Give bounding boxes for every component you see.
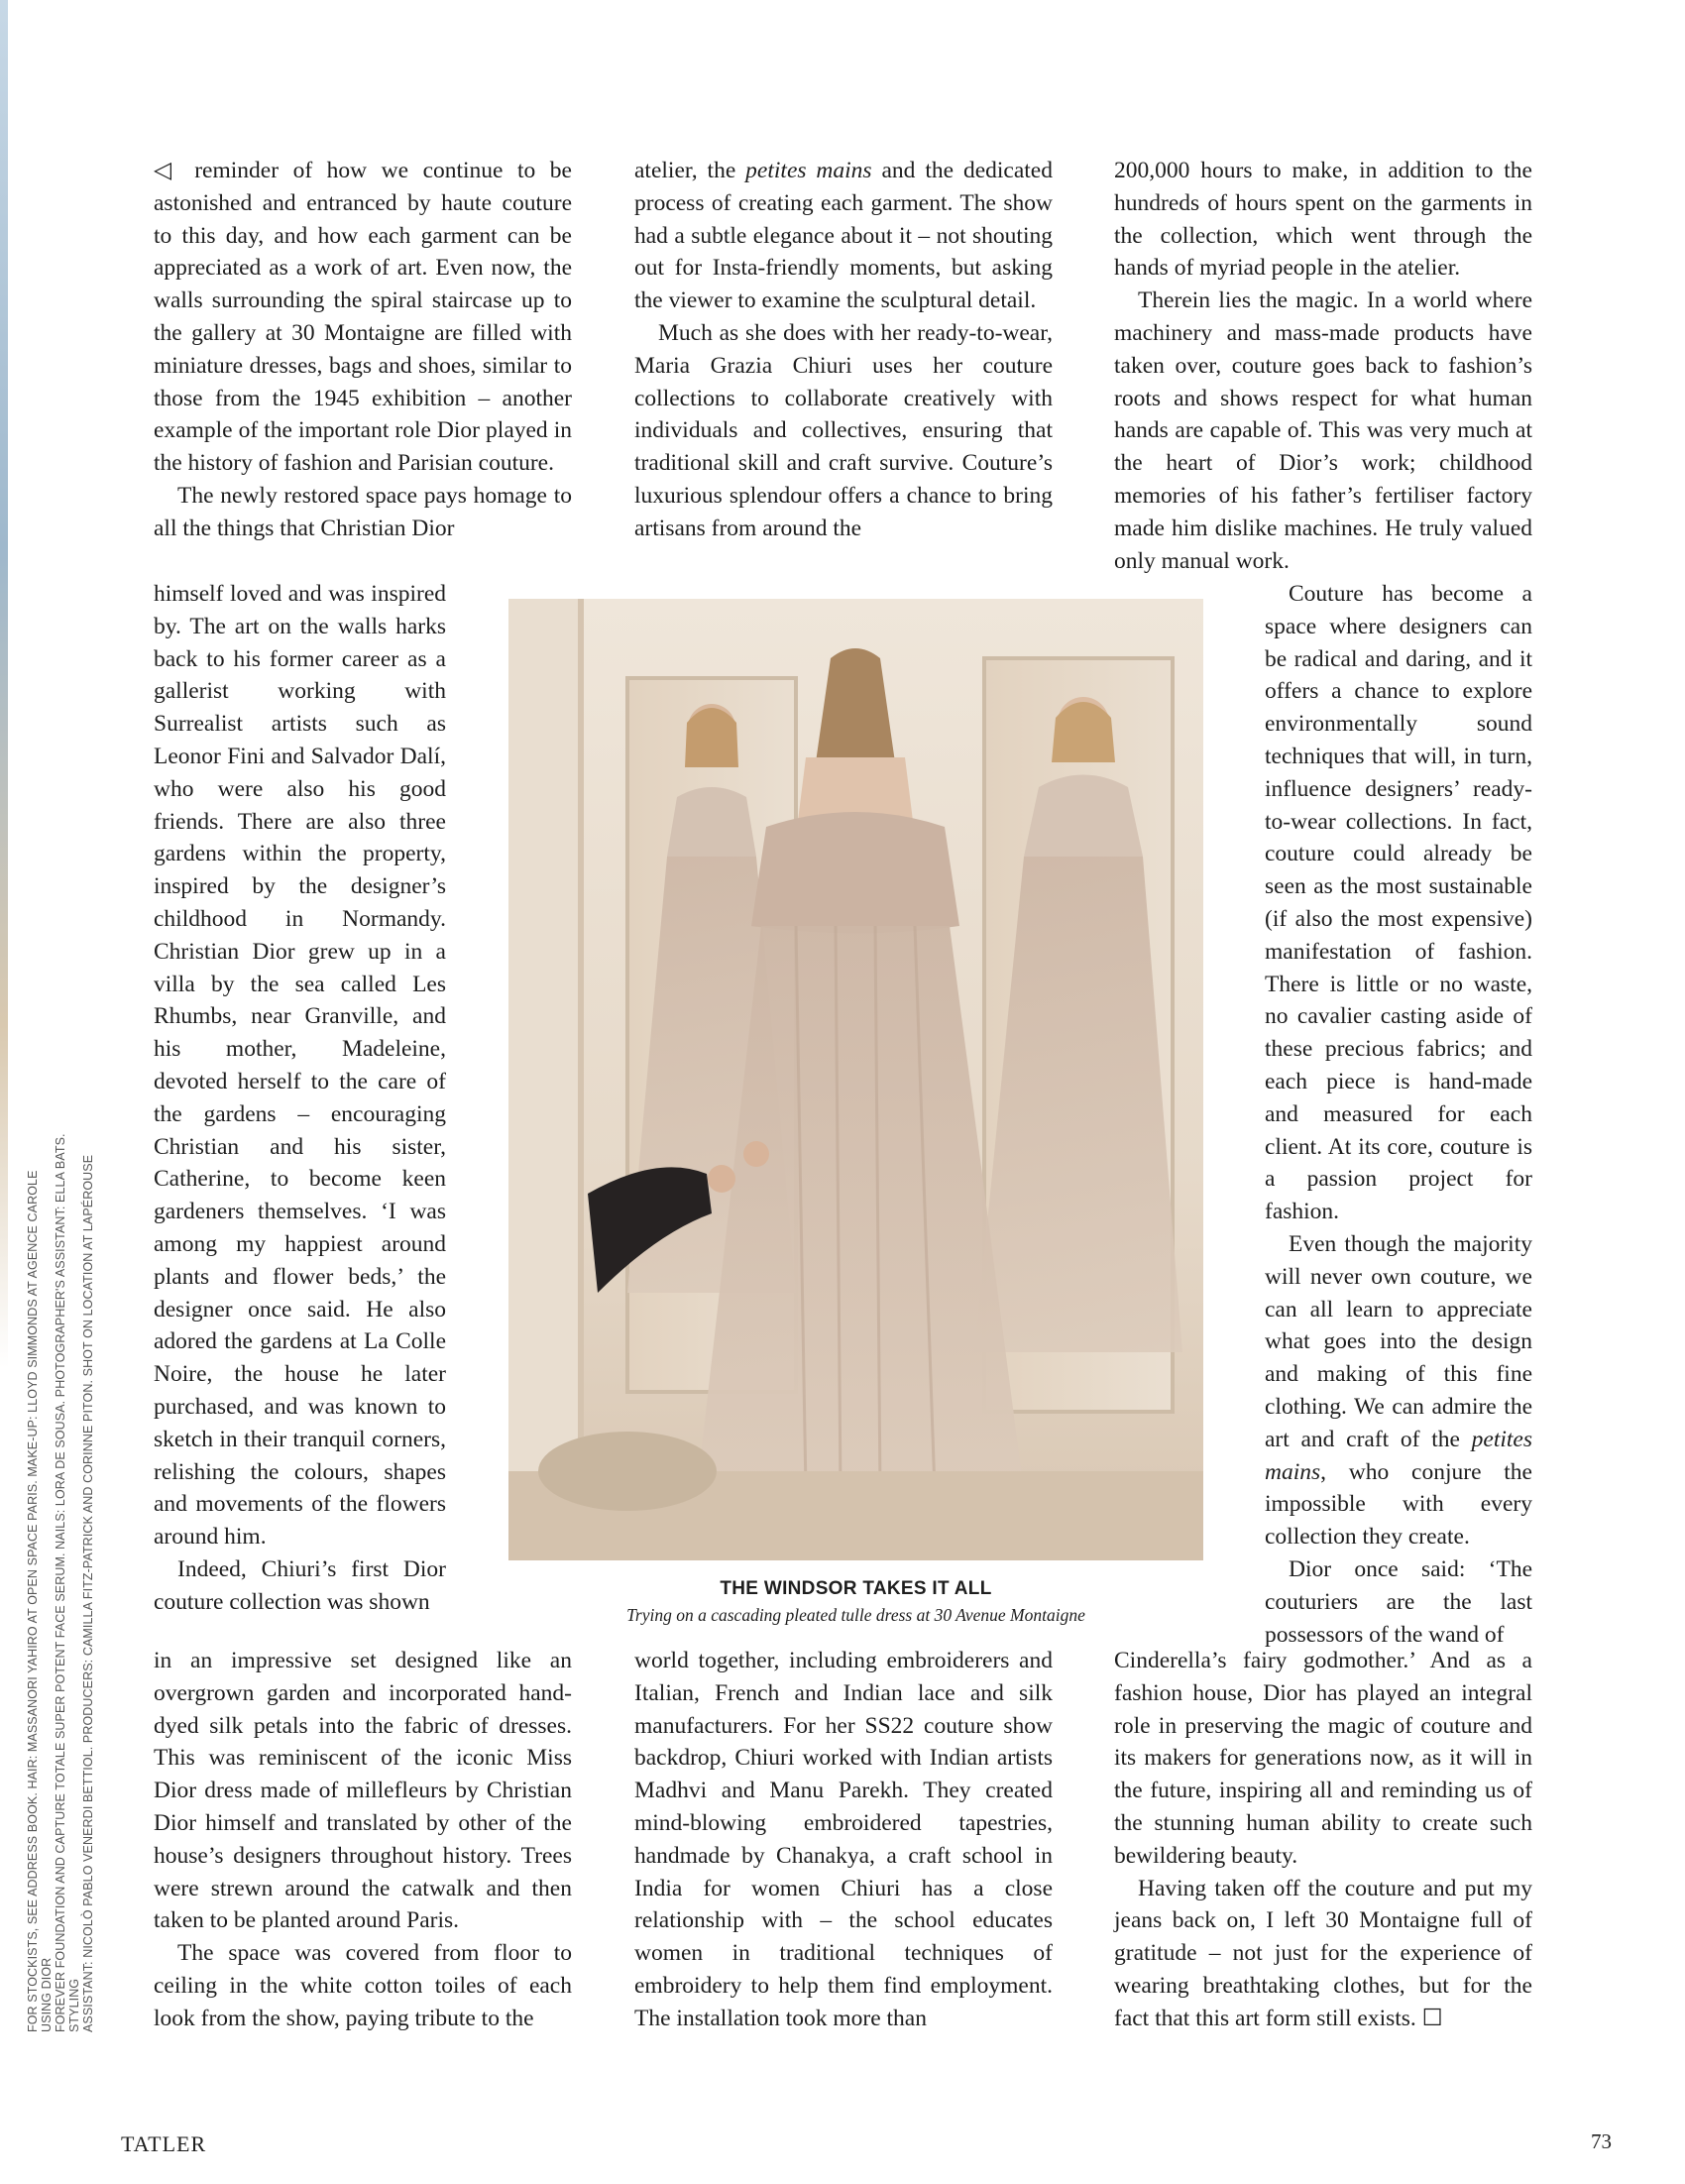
photo-credits bbox=[26, 1130, 95, 2032]
col2-paragraph: Much as she does with her ready-to-wear, Maria Grazia Chiuri uses her couture collections to collaborate creatively with individuals and collectives, ensuring that traditional skill and craft survive. Couture’s luxurious splendour offers a chance to bring artisans from around the bbox=[634, 319, 1053, 541]
col3-paragraph: Even though the majority will never own couture, we can all learn to appreciate what goes into the design and making of this fine clothing. We can admire the art and craft of the petites mains, who conjure the impossible with every collection they create. bbox=[1265, 1230, 1532, 1551]
col3-paragraph: Dior once said: ‘The couturiers are the last possessors of the wand of bbox=[1265, 1555, 1532, 1648]
fitting-photo-illustration bbox=[508, 599, 1203, 1560]
col1-paragraph: ◁ reminder of how we continue to be astonished and entranced by haute couture to this day, and how each garment can be appreciated as a work of art. Even now, the walls surrounding the spiral staircase up to the gallery at 30 Montaigne are filled with miniature dresses, bags and shoes, similar to those from the 1945 exhibition – another example of the important role Dior played in the history of fashion and Parisian couture. bbox=[154, 158, 572, 477]
col3-paragraph: 200,000 hours to make, in addition to the hundreds of hours spent on the garments in the collection, which went through the hands of myriad people in the atelier. bbox=[1114, 158, 1532, 282]
column-2-bottom bbox=[634, 1645, 1053, 2041]
col3-paragraph: Cinderella’s fairy godmother.’ And as a fashion house, Dior has played an integral role in preserving the magic of couture and its makers for generations now, as it will in the future, inspiring all and reminding us of the stunning human ability to create such bewildering beauty. bbox=[1114, 1648, 1532, 1869]
page-edge-strip bbox=[0, 0, 8, 1368]
magazine-name: TATLER bbox=[121, 2131, 207, 2156]
column-3-wrap bbox=[1265, 578, 1532, 1648]
column-1-bottom bbox=[154, 1645, 572, 2041]
column-2-top bbox=[634, 155, 1053, 591]
page-number: 73 bbox=[1591, 2129, 1612, 2153]
col3-paragraph: Having taken off the couture and put my jeans back on, I left 30 Montaigne full of gratitude – not just for the experience of wearing breathtaking clothes, but for the fact that this art form still exists. ☐ bbox=[1114, 1875, 1532, 2031]
credits-line: FOR STOCKISTS, SEE ADDRESS BOOK. HAIR: MASSANORI YAHIRO AT OPEN SPACE PARIS. MAKE-UP: LLOYD SIMMONDS AT AGENCE CAROLE USING DIOR bbox=[26, 1170, 54, 2032]
column-1-wrap bbox=[154, 578, 446, 1623]
col1-paragraph: in an impressive set designed like an overgrown garden and incorporated hand-dyed silk petals into the fabric of dresses. This was reminiscent of the iconic Miss Dior dress made of millefleurs by Christian Dior himself and translated by other of the house’s designers throughout history. Trees were strewn around the catwalk and then taken to be planted around Paris. bbox=[154, 1648, 572, 1934]
column-3-bottom bbox=[1114, 1645, 1532, 2041]
column-1-top bbox=[154, 155, 572, 591]
col3-paragraph: Couture has become a space where designers can be radical and daring, and it offers a chance to explore environmentally sound techniques that will, in turn, influence designers’ ready-to-wear collections. In fact, couture could already be seen as the most sustainable (if also the most expensive) manifestation of fashion. There is little or no waste, no cavalier casting aside of these precious fabrics; and each piece is hand-made and measured for each client. At its core, couture is a passion project for fashion. bbox=[1265, 581, 1532, 1225]
col1-paragraph: The newly restored space pays homage to all the things that Christian Dior bbox=[154, 482, 572, 541]
col2-paragraph: world together, including embroiderers and Italian, French and Indian lace and silk manufacturers. For her SS22 couture show backdrop, Chiuri worked with Indian artists Madhvi and Manu Parekh. They created mind-blowing embroidered tapestries, handmade by Chanakya, a craft school in India for women Chiuri has a close relationship with – the school educates women in traditional techniques of embroidery to help them find employment. The installation took more than bbox=[634, 1648, 1053, 2031]
photo-caption-title: THE WINDSOR TAKES IT ALL bbox=[720, 1578, 992, 1599]
col2-paragraph: atelier, the petites mains and the dedicated process of creating each garment. The show had a subtle elegance about it – not shouting out for Insta-friendly moments, but asking the viewer to examine the sculptural detail. bbox=[634, 158, 1053, 314]
credits-line: FOREVER FOUNDATION AND CAPTURE TOTALE SUPER POTENT FACE SERUM. NAILS: LORA DE SOUSA. PHOTOGRAPHER'S ASSISTANT: ELLA BATS. STYLING bbox=[54, 1133, 81, 2032]
column-3-top bbox=[1114, 155, 1532, 591]
col1-paragraph: himself loved and was inspired by. The art on the walls harks back to his former career as a gallerist working with Surrealist artists such as Leonor Fini and Salvador Dalí, who were also his good friends. There are also three gardens within the property, inspired by the designer’s childhood in Normandy. Christian Dior grew up in a villa by the sea called Les Rhumbs, near Granville, and his mother, Madeleine, devoted herself to the care of the gardens – encouraging Christian and his sister, Catherine, to become keen gardeners themselves. ‘I was among my happiest around plants and flower beds,’ the designer once said. He also adored the gardens at La Colle Noire, the house he later purchased, and was known to sketch in their tranquil corners, relishing the colours, shapes and movements of the flowers around him. bbox=[154, 581, 446, 1551]
fitting-photo bbox=[508, 599, 1203, 1560]
col1-paragraph: Indeed, Chiuri’s first Dior couture collection was shown bbox=[154, 1555, 446, 1615]
photo-caption-subtitle: Trying on a cascading pleated tulle dress at 30 Avenue Montaigne bbox=[626, 1605, 1085, 1625]
credits-line: ASSISTANT: NICOLÒ PABLO VENERDI BETTIOL. PRODUCERS: CAMILLA FITZ-PATRICK AND CORINNE PITON. SHOT ON LOCATION AT LAPÉROUSE bbox=[81, 1154, 95, 2032]
col1-paragraph: The space was covered from floor to ceiling in the white cotton toiles of each look from the show, paying tribute to the bbox=[154, 1940, 572, 2031]
col3-paragraph: Therein lies the magic. In a world where machinery and mass-made products have taken over, couture goes back to fashion’s roots and shows respect for what human hands are capable of. This was very much at the heart of Dior’s work; childhood memories of his father’s fertiliser factory made him dislike machines. He truly valued only manual work. bbox=[1114, 287, 1532, 574]
